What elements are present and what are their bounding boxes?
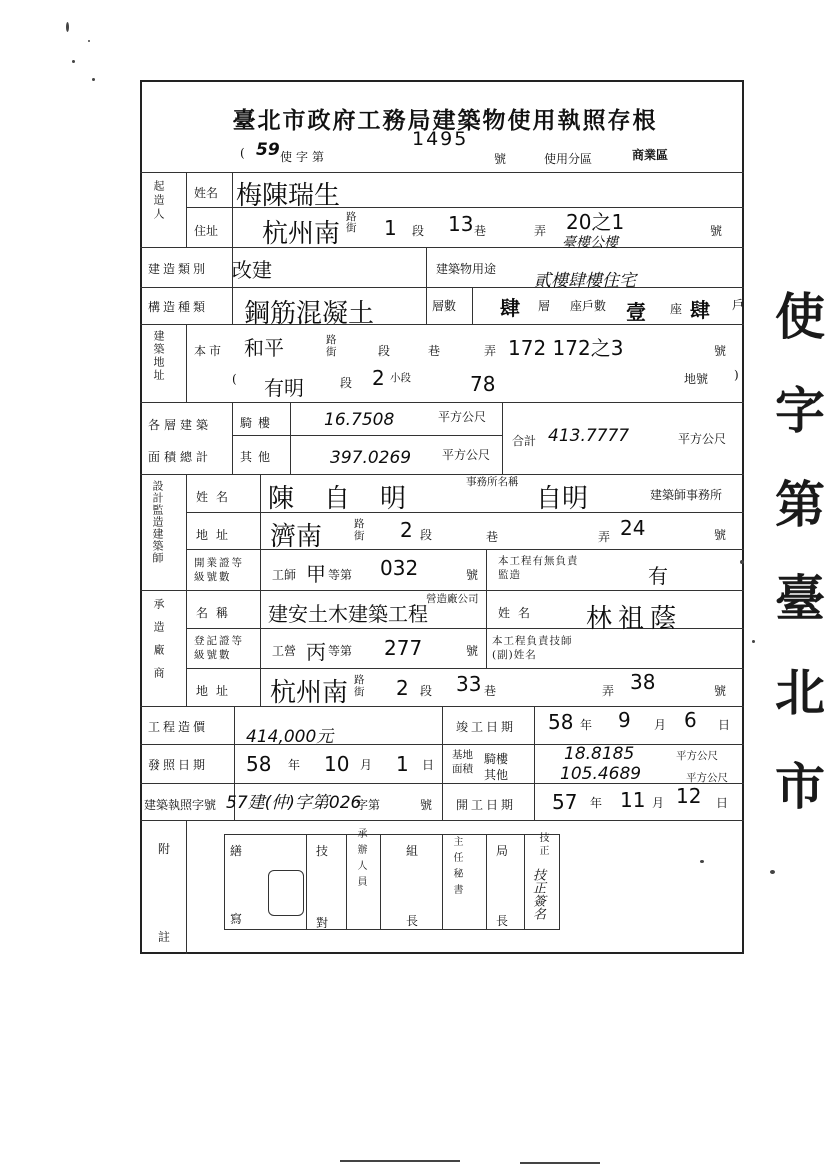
- site-sub-section: 2: [372, 366, 385, 390]
- applicant-name-label: 姓名: [194, 186, 219, 200]
- contractor-reg-prefix: 工營: [272, 644, 297, 658]
- start-date-label: 開工日期: [456, 798, 517, 812]
- approval-col6-top: 局: [496, 844, 509, 858]
- license-prefix: 使字第: [280, 150, 329, 164]
- floor-area-label-bottom: 面積總計: [148, 450, 213, 464]
- contractor-number-unit: 號: [714, 684, 727, 698]
- architect-supervisor-value: 有: [648, 564, 668, 588]
- completion-day: 6: [684, 708, 697, 732]
- contractor-name-value: 建安土木建築工程: [268, 602, 428, 626]
- floor-unit: 層: [538, 299, 551, 313]
- approval-col2-top: 技: [316, 844, 329, 858]
- site-section-unit: 段: [378, 344, 391, 358]
- contractor-address-label: 地址: [196, 684, 237, 698]
- permit-mid: 字第: [356, 798, 381, 812]
- site-city-label: 本市: [194, 344, 225, 358]
- issue-day-unit: 日: [422, 758, 435, 772]
- floor-area-label-top: 各層建築: [148, 418, 213, 432]
- household-count: 肆: [690, 298, 710, 322]
- zone-value: 商業區: [632, 148, 669, 162]
- approval-col6-bottom: 長: [496, 914, 509, 928]
- completion-year: 58: [548, 710, 574, 734]
- architect-lane-unit: 巷: [486, 530, 499, 544]
- applicant-address-note: 臺樓公樓: [562, 235, 618, 251]
- site-section-label: 建築地址: [152, 330, 165, 382]
- approval-stamp-small: [268, 870, 304, 916]
- cost-label: 工程造價: [148, 720, 209, 734]
- contractor-lane: 33: [456, 672, 482, 696]
- site-area-label: 基地面積: [452, 749, 473, 775]
- structure-label: 構造種類: [148, 300, 209, 314]
- site-lot-unit: 地號: [684, 372, 709, 386]
- applicant-number: 20之1: [566, 210, 625, 234]
- architect-office-suffix: 建築師事務所: [650, 488, 723, 502]
- architect-section-unit: 段: [420, 528, 433, 542]
- architect-license-prefix: 工師: [272, 568, 297, 582]
- site-lot-area: 有明: [264, 376, 304, 400]
- start-year-unit: 年: [590, 796, 603, 810]
- contractor-alley-unit: 弄: [602, 684, 615, 698]
- contractor-section: 2: [396, 676, 409, 700]
- architect-license-mid: 等第: [328, 568, 353, 582]
- arcade-unit: 平方公尺: [438, 410, 487, 424]
- contractor-number: 38: [630, 670, 656, 694]
- completion-month: 9: [618, 708, 631, 732]
- site-lot-number: 78: [470, 372, 496, 396]
- permit-value: 57建(仲)字第026: [226, 793, 362, 813]
- site-lot-section-unit: 段: [340, 376, 353, 390]
- architect-license-suffix: 號: [466, 568, 479, 582]
- architect-section: 2: [400, 518, 413, 542]
- contractor-reg-grade: 丙: [306, 640, 326, 664]
- applicant-number-unit: 號: [710, 224, 723, 238]
- contractor-section-label: 承造廠商: [152, 598, 165, 690]
- applicant-alley-unit: 弄: [534, 224, 547, 238]
- start-month: 11: [620, 788, 646, 812]
- site-paren-open: (: [232, 372, 237, 386]
- construction-type-value: 改建: [232, 258, 272, 282]
- contractor-reg-label: 登記證等級號數: [194, 635, 244, 661]
- document-title: 臺北市政府工務局建築物使用執照存根: [232, 107, 658, 134]
- household-unit: 戶: [732, 298, 745, 312]
- issue-day: 1: [396, 752, 409, 776]
- architect-license-grade: 甲: [306, 562, 326, 586]
- total-area-label: 合計: [512, 434, 537, 448]
- site-other-unit: 平方公尺: [686, 772, 728, 784]
- site-arcade-label: 騎樓: [484, 752, 509, 766]
- site-arcade-unit: 平方公尺: [676, 750, 718, 762]
- building-use-value: 貳樓肆樓住宅: [534, 271, 636, 291]
- contractor-person-label: 姓名: [498, 606, 539, 620]
- remarks-label-top: 附: [158, 842, 171, 856]
- architect-section-label: 設計監造建築師: [151, 480, 164, 564]
- arcade-value: 16.7508: [324, 410, 395, 430]
- issue-month-unit: 月: [360, 758, 373, 772]
- arcade-label: 騎樓: [240, 416, 277, 430]
- start-day: 12: [676, 784, 702, 808]
- start-year: 57: [552, 790, 578, 814]
- structure-value: 鋼筋混凝土: [244, 299, 375, 329]
- applicant-lane-unit: 巷: [474, 224, 487, 238]
- site-arcade-value: 18.8185: [564, 744, 635, 764]
- contractor-road: 杭州南: [270, 678, 349, 708]
- remarks-label-bottom: 註: [158, 930, 171, 944]
- contractor-name-label: 名稱: [196, 606, 237, 620]
- contractor-person-value: 林祖蔭: [586, 604, 683, 634]
- architect-license-label: 開業證等級號數: [194, 557, 244, 583]
- applicant-address-label: 住址: [194, 224, 219, 238]
- site-other-label: 其他: [484, 768, 509, 782]
- approval-col1-bottom: 寫: [230, 912, 243, 926]
- site-district: 和平: [244, 336, 284, 360]
- architect-name-value: 陳自明: [268, 484, 437, 514]
- issue-date-label: 發照日期: [148, 758, 209, 772]
- floors-value: 肆: [500, 296, 520, 320]
- architect-number-unit: 號: [714, 528, 727, 542]
- approval-col2-bottom: 對: [316, 916, 329, 930]
- site-lane-unit: 巷: [428, 344, 441, 358]
- approval-col4-bottom: 長: [406, 914, 419, 928]
- site-alley-unit: 弄: [484, 344, 497, 358]
- applicant-name-value: 梅陳瑞生: [236, 181, 341, 211]
- license-code: 59: [256, 140, 280, 160]
- completion-year-unit: 年: [580, 718, 593, 732]
- approval-col5: 主任秘書: [451, 836, 462, 900]
- applicant-section: 1: [384, 216, 397, 240]
- contractor-section-unit: 段: [420, 684, 433, 698]
- license-number: 1495: [412, 128, 469, 150]
- completion-day-unit: 日: [718, 718, 731, 732]
- applicant-road: 杭州南: [262, 219, 341, 249]
- site-sub-section-unit: 小段: [390, 372, 411, 384]
- applicant-lane: 13: [448, 212, 474, 236]
- completion-label: 竣工日期: [456, 720, 517, 734]
- site-number-unit: 號: [714, 344, 727, 358]
- site-paren-close: ): [734, 368, 739, 382]
- license-suffix: 號: [494, 152, 507, 166]
- architect-office-label: 事務所名稱: [466, 476, 519, 488]
- start-month-unit: 月: [652, 796, 665, 810]
- other-area-label: 其他: [240, 450, 277, 464]
- architect-supervisor-label: 本工程有無負責監造: [498, 555, 579, 581]
- issue-year: 58: [246, 752, 272, 776]
- contractor-road-unit: 路街: [354, 674, 365, 698]
- building-use-label: 建築物用途: [436, 262, 497, 276]
- zone-label: 使用分區: [544, 152, 593, 166]
- cost-value: 414,000元: [246, 727, 334, 747]
- architect-address-label: 地址: [196, 528, 237, 542]
- applicant-road-unit: 路街: [346, 211, 357, 234]
- architect-number: 24: [620, 516, 646, 540]
- site-other-value: 105.4689: [560, 764, 642, 784]
- contractor-reg-number: 277: [384, 636, 423, 660]
- other-area-unit: 平方公尺: [442, 448, 491, 462]
- permit-label: 建築執照字號: [144, 798, 217, 812]
- completion-month-unit: 月: [654, 718, 667, 732]
- site-number: 172 172之3: [508, 336, 624, 360]
- architect-road-unit: 路街: [354, 518, 365, 542]
- approval-stamp-text: 技正簽名: [530, 868, 545, 920]
- architect-office-value: 自明: [536, 484, 589, 514]
- architect-road: 濟南: [270, 522, 323, 552]
- document-frame: [140, 80, 744, 954]
- applicant-section-unit: 段: [412, 224, 425, 238]
- households-label: 座戶數: [570, 299, 607, 313]
- license-paren: (: [240, 146, 245, 160]
- contractor-lane-unit: 巷: [484, 684, 497, 698]
- start-day-unit: 日: [716, 796, 729, 810]
- applicant-section-label: 起造人: [152, 180, 165, 222]
- building-count: 壹: [626, 300, 646, 324]
- contractor-name-suffix: 營造廠公司: [426, 593, 479, 605]
- floors-label: 層數: [432, 299, 457, 313]
- permit-suffix: 號: [420, 798, 433, 812]
- construction-type-label: 建造類別: [148, 262, 209, 276]
- issue-year-unit: 年: [288, 758, 301, 772]
- issue-month: 10: [324, 752, 350, 776]
- building-unit: 座: [670, 302, 683, 316]
- approval-col1-top: 繕: [230, 844, 243, 858]
- contractor-reg-suffix: 號: [466, 644, 479, 658]
- approval-col4-top: 組: [406, 844, 419, 858]
- approval-col3: 承辦人員: [355, 828, 366, 892]
- total-area-unit: 平方公尺: [678, 432, 727, 446]
- side-stamp: 使字第臺北市: [767, 290, 825, 854]
- architect-license-number: 032: [380, 556, 419, 580]
- approval-col7: 技正: [537, 832, 548, 858]
- contractor-reg-mid: 等第: [328, 644, 353, 658]
- contractor-tech-label: 本工程負責技師(副)姓名: [492, 635, 573, 661]
- site-road-unit: 路街: [326, 334, 337, 358]
- other-area-value: 397.0269: [330, 448, 412, 468]
- architect-alley-unit: 弄: [598, 530, 611, 544]
- total-area-value: 413.7777: [548, 426, 630, 446]
- architect-name-label: 姓名: [196, 490, 237, 504]
